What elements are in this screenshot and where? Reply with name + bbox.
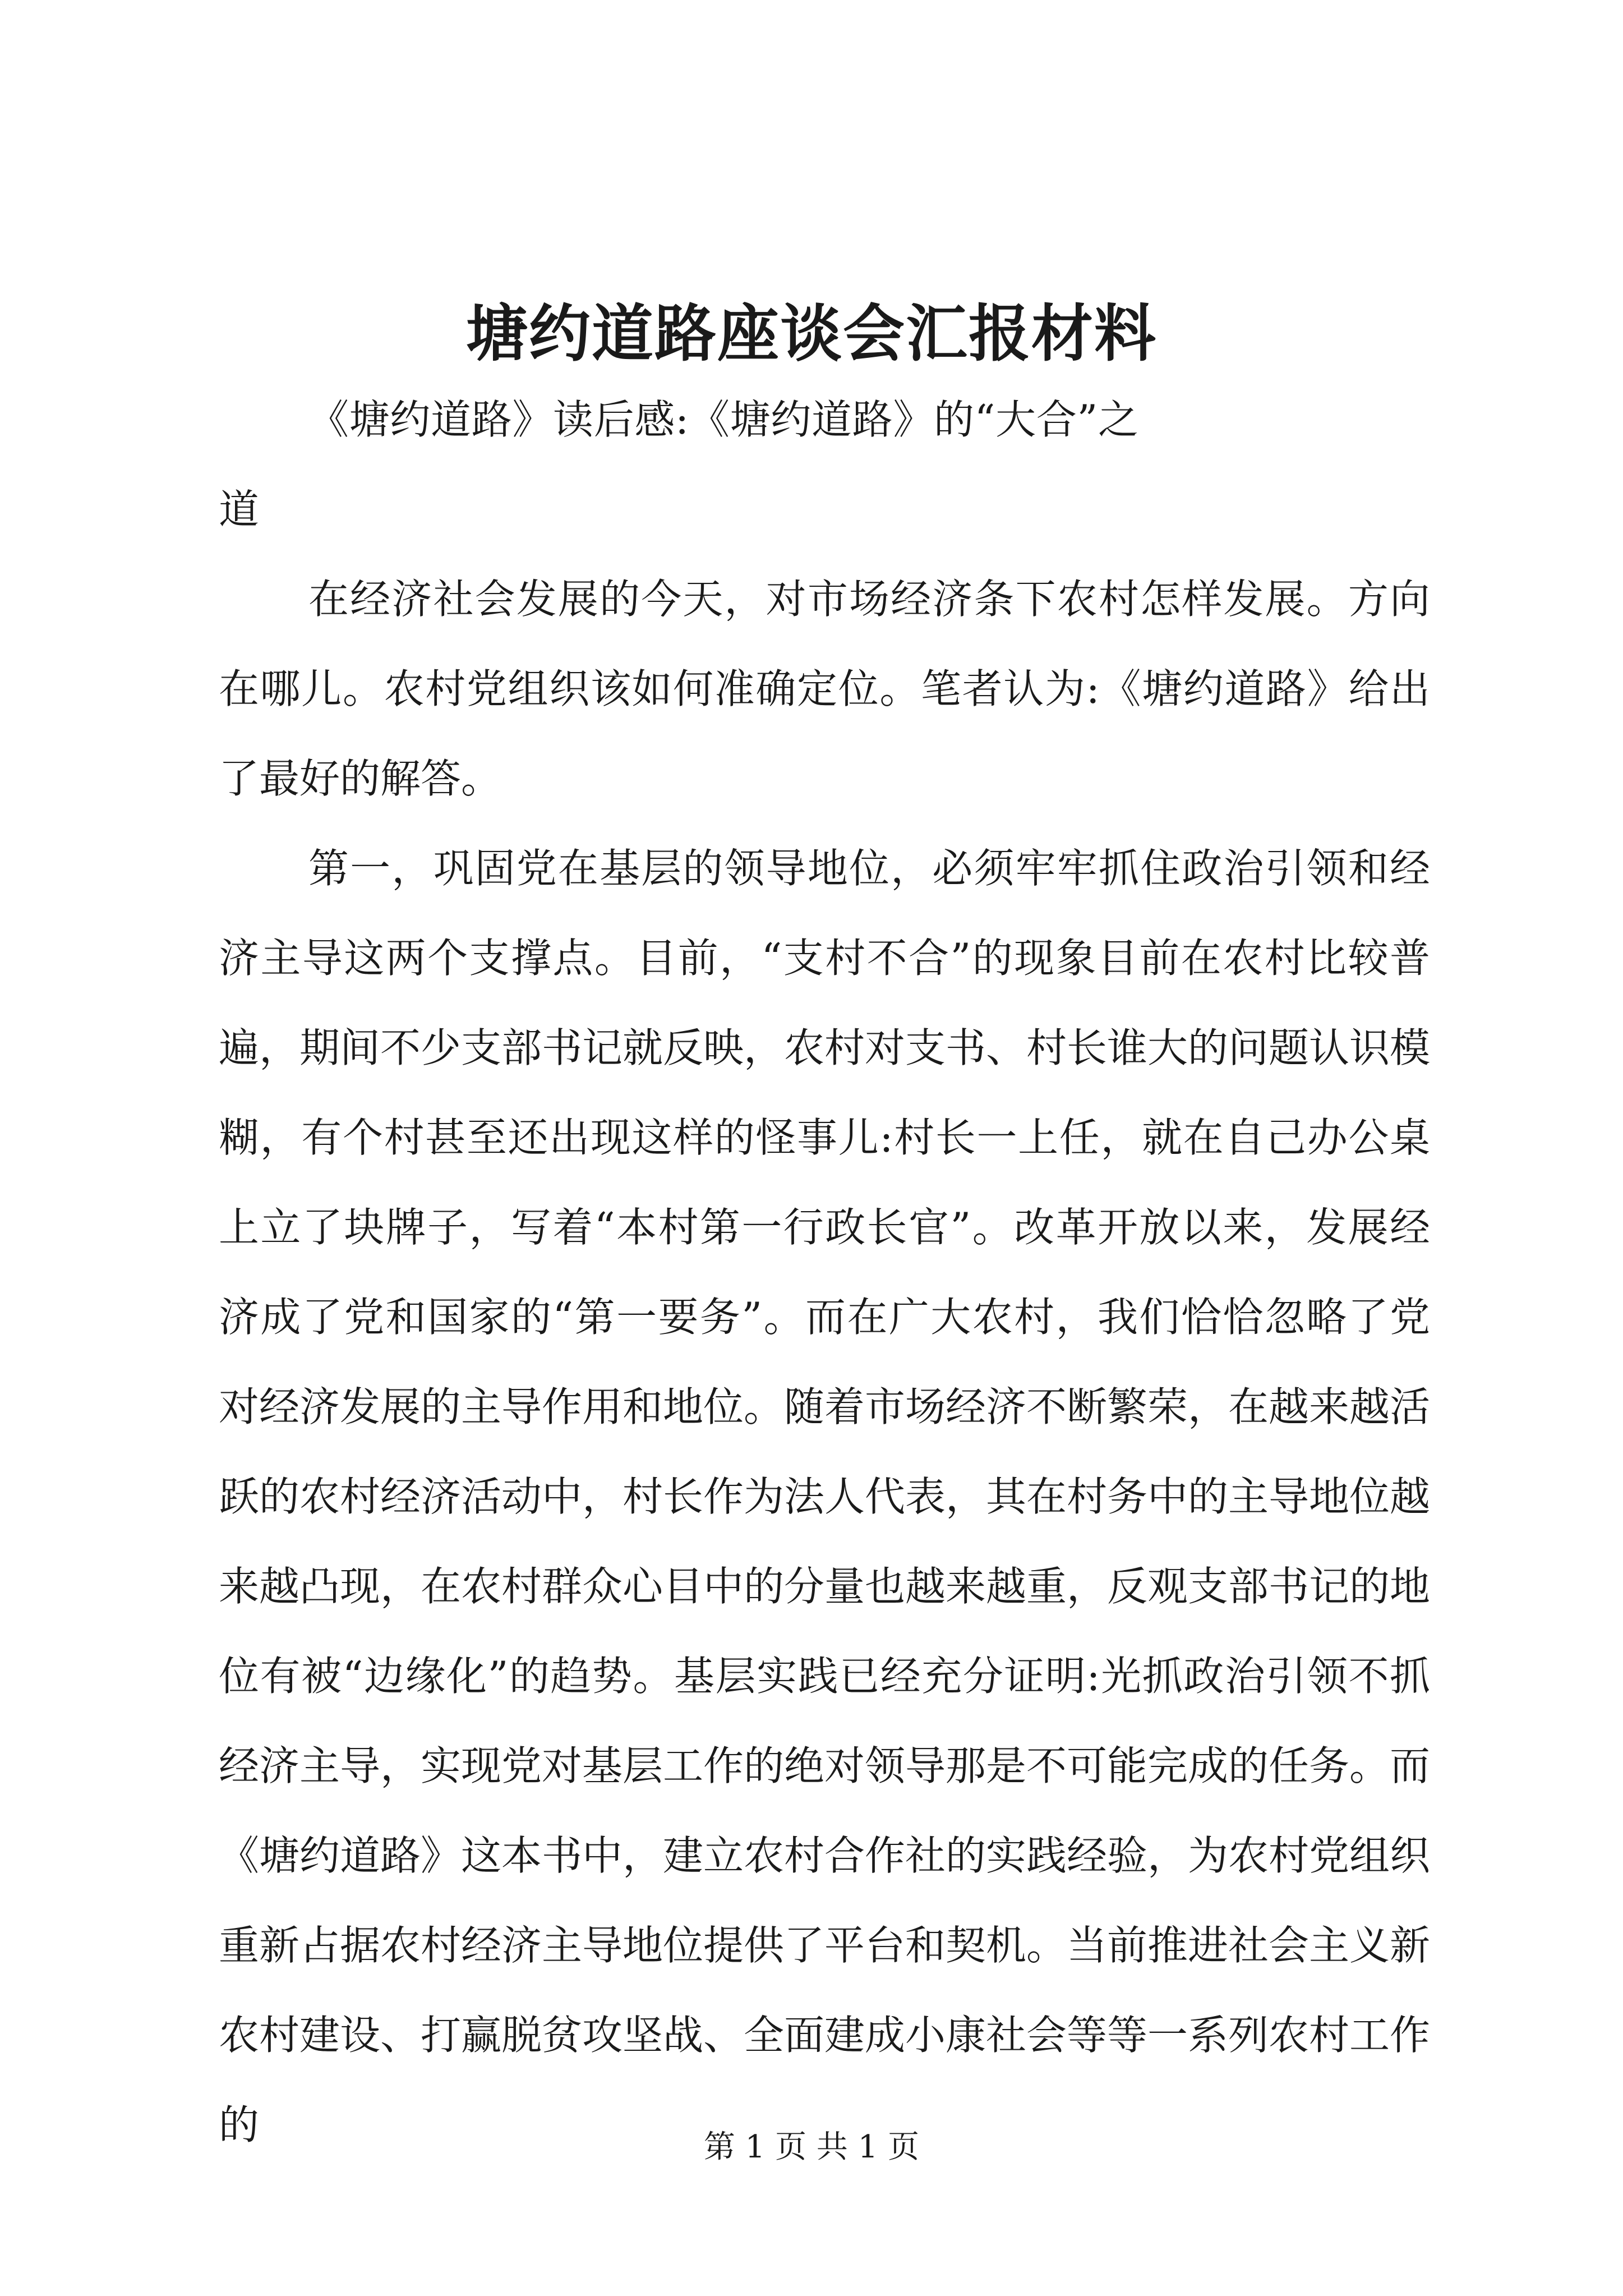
document-body	[219, 375, 1430, 2170]
document-title: 塘约道路座谈会汇报材料	[466, 297, 1157, 370]
body-paragraph: 第一，巩固党在基层的领导地位，必须牢牢抓住政治引领和经济主导这两个支撑点。目前，“支村不合”的现象目前在农村比较普遍，期间不少支部书记就反映，农村对支书、村长谁大的问题认识模糊，有个村甚至还出现这样的怪事儿:村长一上任，就在自己办公桌上立了块牌子，写着“本村第一行政长官”。改革开放以来，发展经济成了党和国家的“第一要务”。而在广大农村，我们恰恰忽略了党对经济发展的主导作用和地位。随着市场经济不断繁荣，在越来越活跃的农村经济活动中，村长作为法人代表，其在村务中的主导地位越来越凸现，在农村群众心目中的分量也越来越重，反观支部书记的地位有被“边缘化”的趋势。基层实践已经充分证明:光抓政治引领不抓经济主导，实现党对基层工作的绝对领导那是不可能完成的任务。而《塘约道路》这本书中，建立农村合作社的实践经验，为农村党组织重新占据农村经济主导地位提供了平台和契机。当前推进社会主义新农村建设、打赢脱贫攻坚战、全面建成小康社会等等一系列农村工作的	[219, 845, 1431, 2148]
body-paragraph: 在经济社会发展的今天，对市场经济条下农村怎样发展。方向在哪儿。农村党组织该如何准确定位。笔者认为:《塘约道路》给出了最好的解答。	[219, 576, 1430, 802]
page-number-footer: 第 1 页 共 1 页	[703, 2129, 920, 2165]
document-subtitle: 《塘约道路》读后感:《塘约道路》的“大合”之道	[219, 396, 1138, 533]
